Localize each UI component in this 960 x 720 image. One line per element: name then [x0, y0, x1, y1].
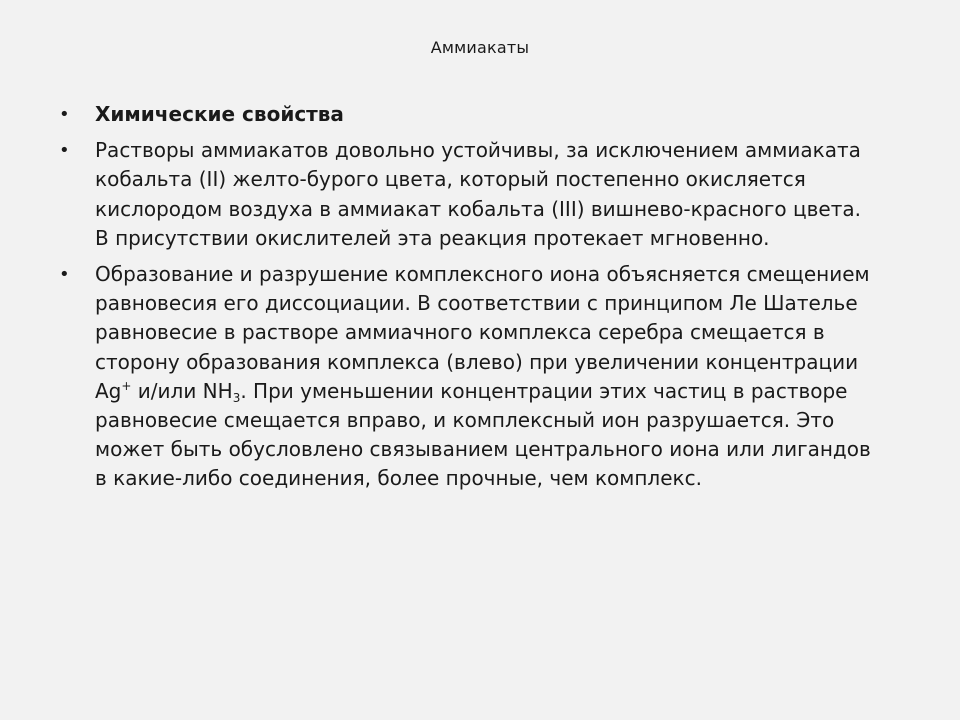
paragraph-text-part: . При уменьшении концентрации этих частиц в растворе равновесие смещается вправо, и комплексный ион разрушается. Это может быть обусловлено связыванием центрального иона или лигандов в какие-либо соединения, более прочные, чем комплекс.	[95, 378, 871, 491]
paragraph-equilibrium	[95, 262, 871, 490]
bullet-dot-icon: •	[59, 104, 70, 125]
bullet-dot-icon: •	[59, 140, 70, 162]
slide-title: Аммиакаты	[430, 38, 530, 57]
section-heading: Химические свойства	[95, 102, 344, 126]
paragraph-text-part: Образование и разрушение комплексного иона объясняется смещением равновесия его диссоциации. В соответствии с принципом Ле Шателье равновесие в растворе аммиачного комплекса серебра смещается в сторону образования комплекса (влево) при увеличении концентрации Ag	[95, 262, 870, 403]
subscript-index: 3	[232, 390, 241, 405]
paragraph-stability: Растворы аммиакатов довольно устойчивы, за исключением аммиаката кобальта (II) желто-бурого цвета, который постепенно окисляется кислородом воздуха в аммиакат кобальта (III) вишнево-красного цвета. В присутствии окислителей эта реакция протекает мгновенно.	[95, 138, 861, 250]
paragraph-text-part: и/или NH	[131, 378, 233, 403]
bullet-item-equilibrium	[57, 260, 877, 494]
bullet-dot-icon: •	[59, 264, 70, 286]
bullet-item-stability	[57, 136, 877, 253]
superscript-charge: +	[121, 378, 132, 393]
bullet-list	[57, 100, 877, 501]
bullet-item-heading	[57, 100, 877, 129]
